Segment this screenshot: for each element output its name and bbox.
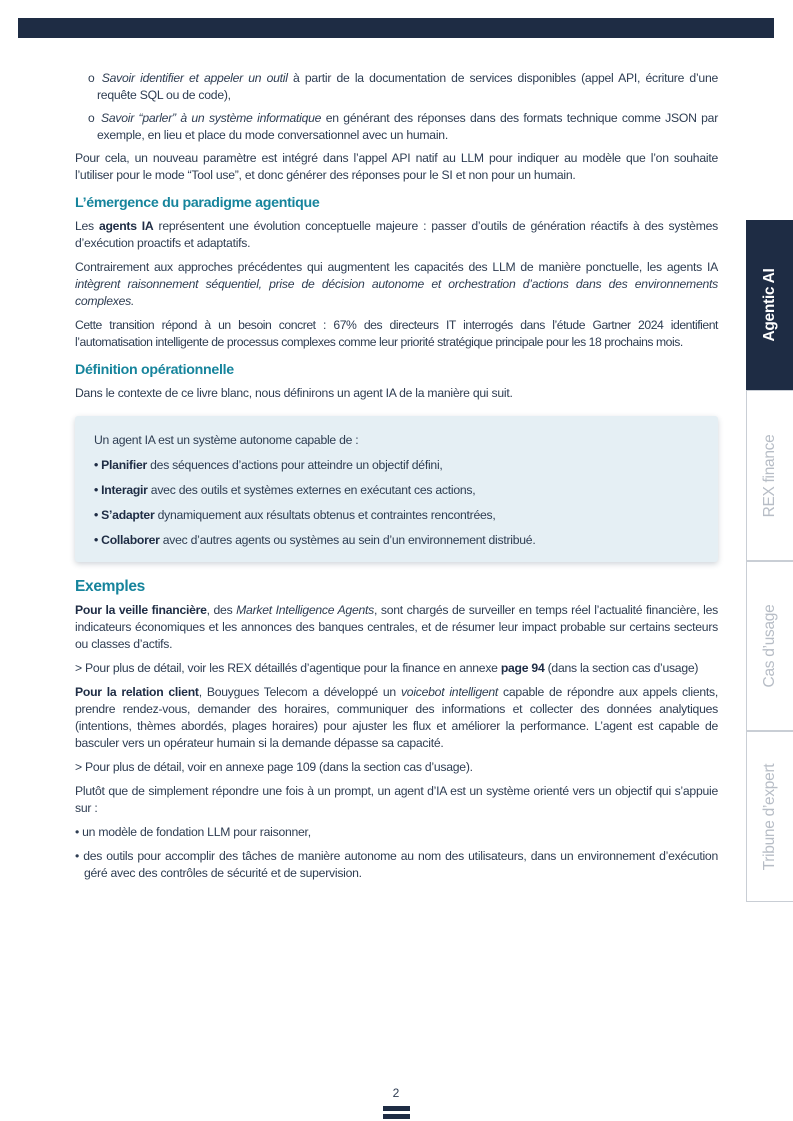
callout-item: • Planifier des séquences d’actions pour atteindre un objectif défini,	[94, 458, 443, 472]
list-item-text: en générant des réponses dans des formats technique comme JSON par exemple, en lieu et place du mode conversationnel avec un humain.	[97, 111, 719, 142]
paragraph: Cette transition répond à un besoin concret : 67% des directeurs IT interrogés dans l’étude Gartner 2024 identifient l’automatisation intelligente de processus complexes comme leur priorité stratégique principale pour les 18 prochains mois.	[75, 318, 718, 349]
tab-rex-finance[interactable]	[746, 390, 793, 561]
callout-item: • S’adapter dynamiquement aux résultats obtenus et contraintes rencontrées,	[94, 508, 496, 522]
tab-agentic-ai[interactable]	[746, 220, 793, 390]
header-bar	[18, 18, 774, 38]
definition-callout	[75, 416, 718, 562]
page-number: 2	[392, 1086, 400, 1100]
list-item-emphasis: Savoir “parler” à un système informatique	[100, 111, 322, 125]
list-item: o Savoir identifier et appeler un outil à partir de la documentation de services disponibles (appel API, écriture d’une requête SQL ou de code),	[88, 71, 719, 102]
list-item-emphasis: Savoir identifier et appeler un outil	[101, 71, 288, 85]
heading-definition: Définition opérationnelle	[75, 362, 234, 378]
list-item: • un modèle de fondation LLM pour raisonner,	[75, 825, 311, 839]
tab-label: REX finance	[761, 434, 778, 517]
callout-item: • Interagir avec des outils et systèmes externes en exécutant ces actions,	[94, 483, 476, 497]
paragraph: Pour la relation client, Bouygues Telecom a développé un voicebot intelligent capable de répondre aux appels clients, prendre rendez-vous, demander des horaires, communiquer des informations et collecter des données analytiques (intentions, thèmes abordés, plages horaires) pour ajuster les flux et améliorer la performance. L’agent est capable de basculer vers un opérateur humain si la demande dépasse sa capacité.	[75, 685, 718, 750]
tab-label: Tribune d’expert	[761, 763, 778, 870]
tab-cas-usage[interactable]	[746, 561, 793, 731]
list-item: o Savoir “parler” à un système informatique en générant des réponses dans des formats technique comme JSON par exemple, en lieu et place du mode conversationnel avec un humain.	[88, 111, 719, 142]
footer-bars-icon	[383, 1106, 410, 1120]
heading-examples: Exemples	[75, 578, 145, 595]
tab-label: Agentic AI	[761, 268, 778, 342]
tool-use-paragraph: Pour cela, un nouveau paramètre est intégré dans l’appel API natif au LLM pour indiquer au modèle que l’on souhaite l’utiliser pour le mode “Tool use”, et donc générer des réponses pour le SI et non pour un humain.	[75, 151, 718, 182]
page-content	[75, 70, 718, 889]
paragraph: Dans le contexte de ce livre blanc, nous définirons un agent IA de la manière qui suit.	[75, 386, 513, 400]
callout-intro: Un agent IA est un système autonome capable de :	[94, 433, 359, 447]
callout-item: • Collaborer avec d’autres agents ou systèmes au sein d’un environnement distribué.	[94, 533, 536, 547]
paragraph: Les agents IA représentent une évolution conceptuelle majeure : passer d’outils de génération réactifs à des systèmes d’exécution proactifs et adaptatifs.	[75, 219, 718, 250]
tab-tribune-expert[interactable]	[746, 731, 793, 902]
reference-link[interactable]: > Pour plus de détail, voir en annexe page 109 (dans la section cas d’usage).	[75, 760, 473, 774]
heading-emergence: L’émergence du paradigme agentique	[75, 195, 320, 211]
list-item-text: à partir de la documentation de services disponibles (appel API, écriture d’une requête SQL ou de code),	[97, 71, 719, 102]
paragraph: Pour la veille financière, des Market Intelligence Agents, sont chargés de surveiller en temps réel l’actualité financière, les indicateurs économiques et les annonces des banques centrales, et de résumer leur impact probable sur certains secteurs ou classes d’actifs.	[75, 603, 719, 651]
list-item: • des outils pour accomplir des tâches de manière autonome au nom des utilisateurs, dans un environnement d’exécution géré avec des contrôles de sécurité et de supervision.	[75, 849, 718, 880]
tab-label: Cas d’usage	[761, 604, 778, 688]
paragraph: Plutôt que de simplement répondre une fois à un prompt, un agent d’IA est un système orienté vers un objectif qui s’appuie sur :	[75, 784, 718, 815]
paragraph: Contrairement aux approches précédentes qui augmentent les capacités des LLM de manière ponctuelle, les agents IA intègrent raisonnement séquentiel, prise de décision autonome et orchestration d’actions dans des environnements complexes.	[75, 260, 718, 308]
reference-link[interactable]: > Pour plus de détail, voir les REX détaillés d’agentique pour la finance en annexe page 94 (dans la section cas d’usage)	[75, 661, 699, 675]
